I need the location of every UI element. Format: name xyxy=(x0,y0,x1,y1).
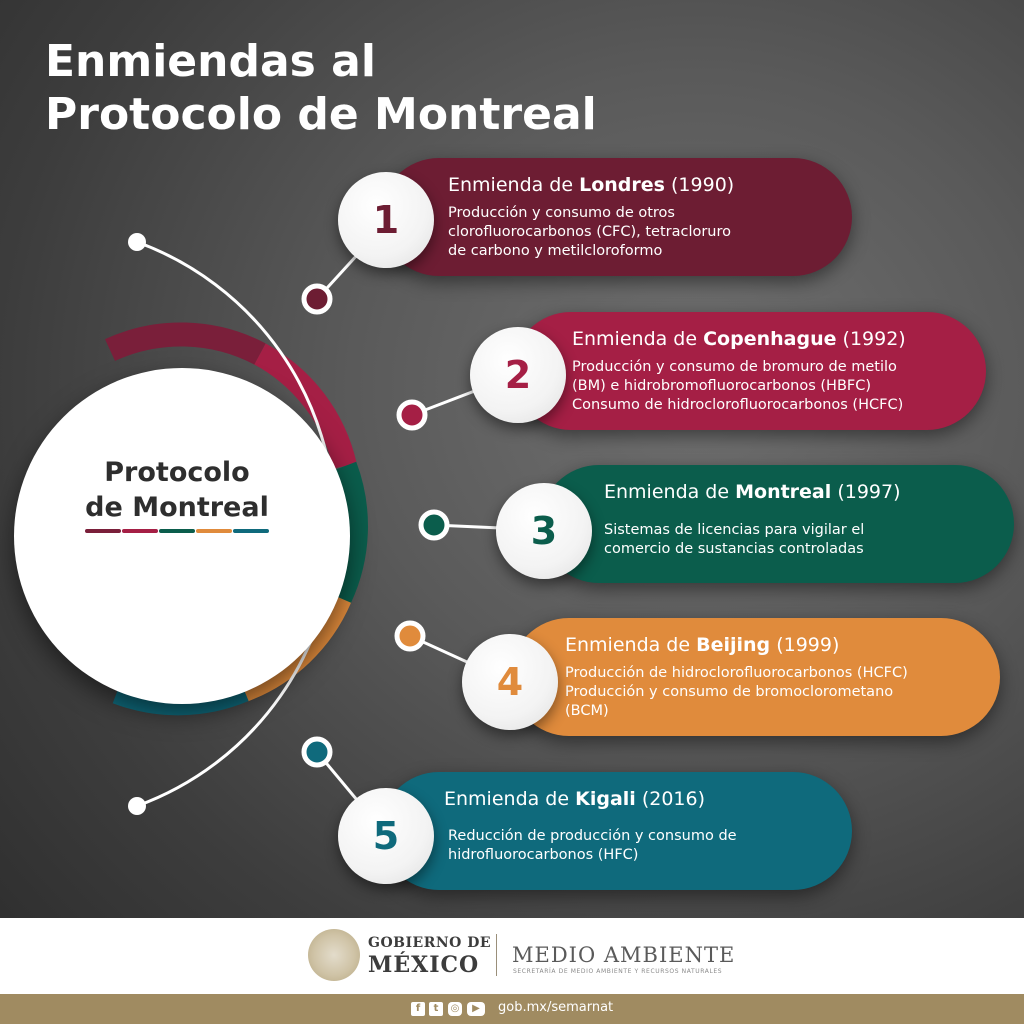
amendment-1-year: (1990) xyxy=(671,174,735,196)
arc-end-bottom xyxy=(128,797,146,815)
social-bar xyxy=(0,994,1024,1024)
title-line-2: Protocolo de Montreal xyxy=(45,89,597,140)
timeline-node-2 xyxy=(399,402,425,428)
amendment-1-line-2: clorofluorocarbonos (CFC), tetracloruro xyxy=(448,224,732,240)
amendment-5-description xyxy=(448,827,737,865)
amendment-2-city: Copenhague xyxy=(703,328,837,350)
center-color-bar-1 xyxy=(85,529,121,533)
amendment-5-pill xyxy=(380,772,852,890)
amendment-2-description xyxy=(572,358,903,415)
title-line-1: Enmiendas al xyxy=(45,36,376,87)
amendment-4-prefix: Enmienda de xyxy=(565,634,697,656)
amendment-4-pill xyxy=(510,618,1000,736)
amendment-5-line-2: hidrofluorocarbonos (HFC) xyxy=(448,847,639,863)
amendment-4-description xyxy=(565,664,908,721)
twitter-icon[interactable]: t xyxy=(429,1002,443,1016)
mexico-label: MÉXICO xyxy=(368,952,480,978)
amendment-4-line-2: Producción y consumo de bromoclorometano xyxy=(565,684,894,700)
amendment-2-line-1: Producción y consumo de bromuro de metilo xyxy=(572,359,897,375)
center-title xyxy=(60,455,294,525)
website-link[interactable]: gob.mx/semarnat xyxy=(498,1000,614,1015)
youtube-icon[interactable]: ▶ xyxy=(467,1002,485,1016)
amendment-4-number: 4 xyxy=(496,660,524,704)
gobierno-label: GOBIERNO DE xyxy=(368,935,492,951)
timeline-node-3 xyxy=(421,512,447,538)
center-color-bar-4 xyxy=(196,529,232,533)
center-color-bar-3 xyxy=(159,529,195,533)
amendment-1-number-badge xyxy=(338,172,434,268)
center-color-bar-5 xyxy=(233,529,269,533)
amendment-1-line-1: Producción y consumo de otros xyxy=(448,205,675,221)
amendment-4-number-badge xyxy=(462,634,558,730)
center-circle xyxy=(14,368,350,704)
amendment-3-year: (1997) xyxy=(837,481,901,503)
amendment-2-pill xyxy=(512,312,986,430)
amendment-2-prefix: Enmienda de xyxy=(572,328,704,350)
ministry-label: MEDIO AMBIENTE xyxy=(512,943,736,967)
amendment-1-number: 1 xyxy=(372,198,400,242)
ministry-subtitle: SECRETARÍA DE MEDIO AMBIENTE Y RECURSOS NATURALES xyxy=(513,968,723,975)
amendment-2-title xyxy=(572,326,906,352)
amendment-1-pill xyxy=(380,158,852,276)
amendment-1-city: Londres xyxy=(579,174,665,196)
amendment-5-year: (2016) xyxy=(641,788,706,810)
amendment-4-city: Beijing xyxy=(696,634,771,656)
amendment-1-description xyxy=(448,204,731,261)
amendment-4-line-1: Producción de hidroclorofluorocarbonos (HCFC) xyxy=(565,665,908,681)
amendment-3-number-badge xyxy=(496,483,592,579)
amendment-3-title xyxy=(604,479,901,505)
amendment-2-number: 2 xyxy=(504,353,532,397)
amendment-1-prefix: Enmienda de xyxy=(448,174,580,196)
amendment-3-city: Montreal xyxy=(735,481,832,503)
amendment-1-title xyxy=(448,172,734,198)
mexico-seal-icon xyxy=(308,929,360,981)
amendment-5-title xyxy=(444,786,705,812)
timeline-node-1 xyxy=(304,286,330,312)
amendment-5-line-1: Reducción de producción y consumo de xyxy=(448,828,737,844)
amendment-4-title xyxy=(565,632,839,658)
amendment-5-city: Kigali xyxy=(575,788,636,810)
footer-divider xyxy=(496,934,497,976)
center-title-line-2: de Montreal xyxy=(85,492,269,523)
amendment-2-year: (1992) xyxy=(842,328,906,350)
amendment-5-number: 5 xyxy=(372,814,400,858)
amendment-3-line-1: Sistemas de licencias para vigilar el xyxy=(604,522,865,538)
timeline-node-4 xyxy=(397,623,423,649)
amendment-3-line-2: comercio de sustancias controladas xyxy=(604,541,864,557)
amendment-4-year: (1999) xyxy=(776,634,840,656)
amendment-2-line-3: Consumo de hidroclorofluorocarbonos (HCFC) xyxy=(572,397,904,413)
facebook-icon[interactable]: f xyxy=(411,1002,425,1016)
amendment-2-line-2: (BM) e hidrobromofluorocarbonos (HBFC) xyxy=(572,378,872,394)
amendment-5-number-badge xyxy=(338,788,434,884)
amendment-5-prefix: Enmienda de xyxy=(444,788,576,810)
center-title-line-1: Protocolo xyxy=(104,457,250,488)
amendment-4-line-3: (BCM) xyxy=(565,703,609,719)
arc-end-top xyxy=(128,233,146,251)
center-ring-maroon xyxy=(110,334,260,354)
amendment-3-pill xyxy=(540,465,1014,583)
instagram-icon[interactable]: ◎ xyxy=(448,1002,462,1016)
amendment-3-number: 3 xyxy=(530,509,558,553)
amendment-3-prefix: Enmienda de xyxy=(604,481,736,503)
amendment-3-description xyxy=(604,521,864,559)
timeline-node-5 xyxy=(304,739,330,765)
amendment-2-number-badge xyxy=(470,327,566,423)
center-color-bar-2 xyxy=(122,529,158,533)
footer xyxy=(0,918,1024,994)
amendment-1-line-3: de carbono y metilcloroformo xyxy=(448,243,663,259)
